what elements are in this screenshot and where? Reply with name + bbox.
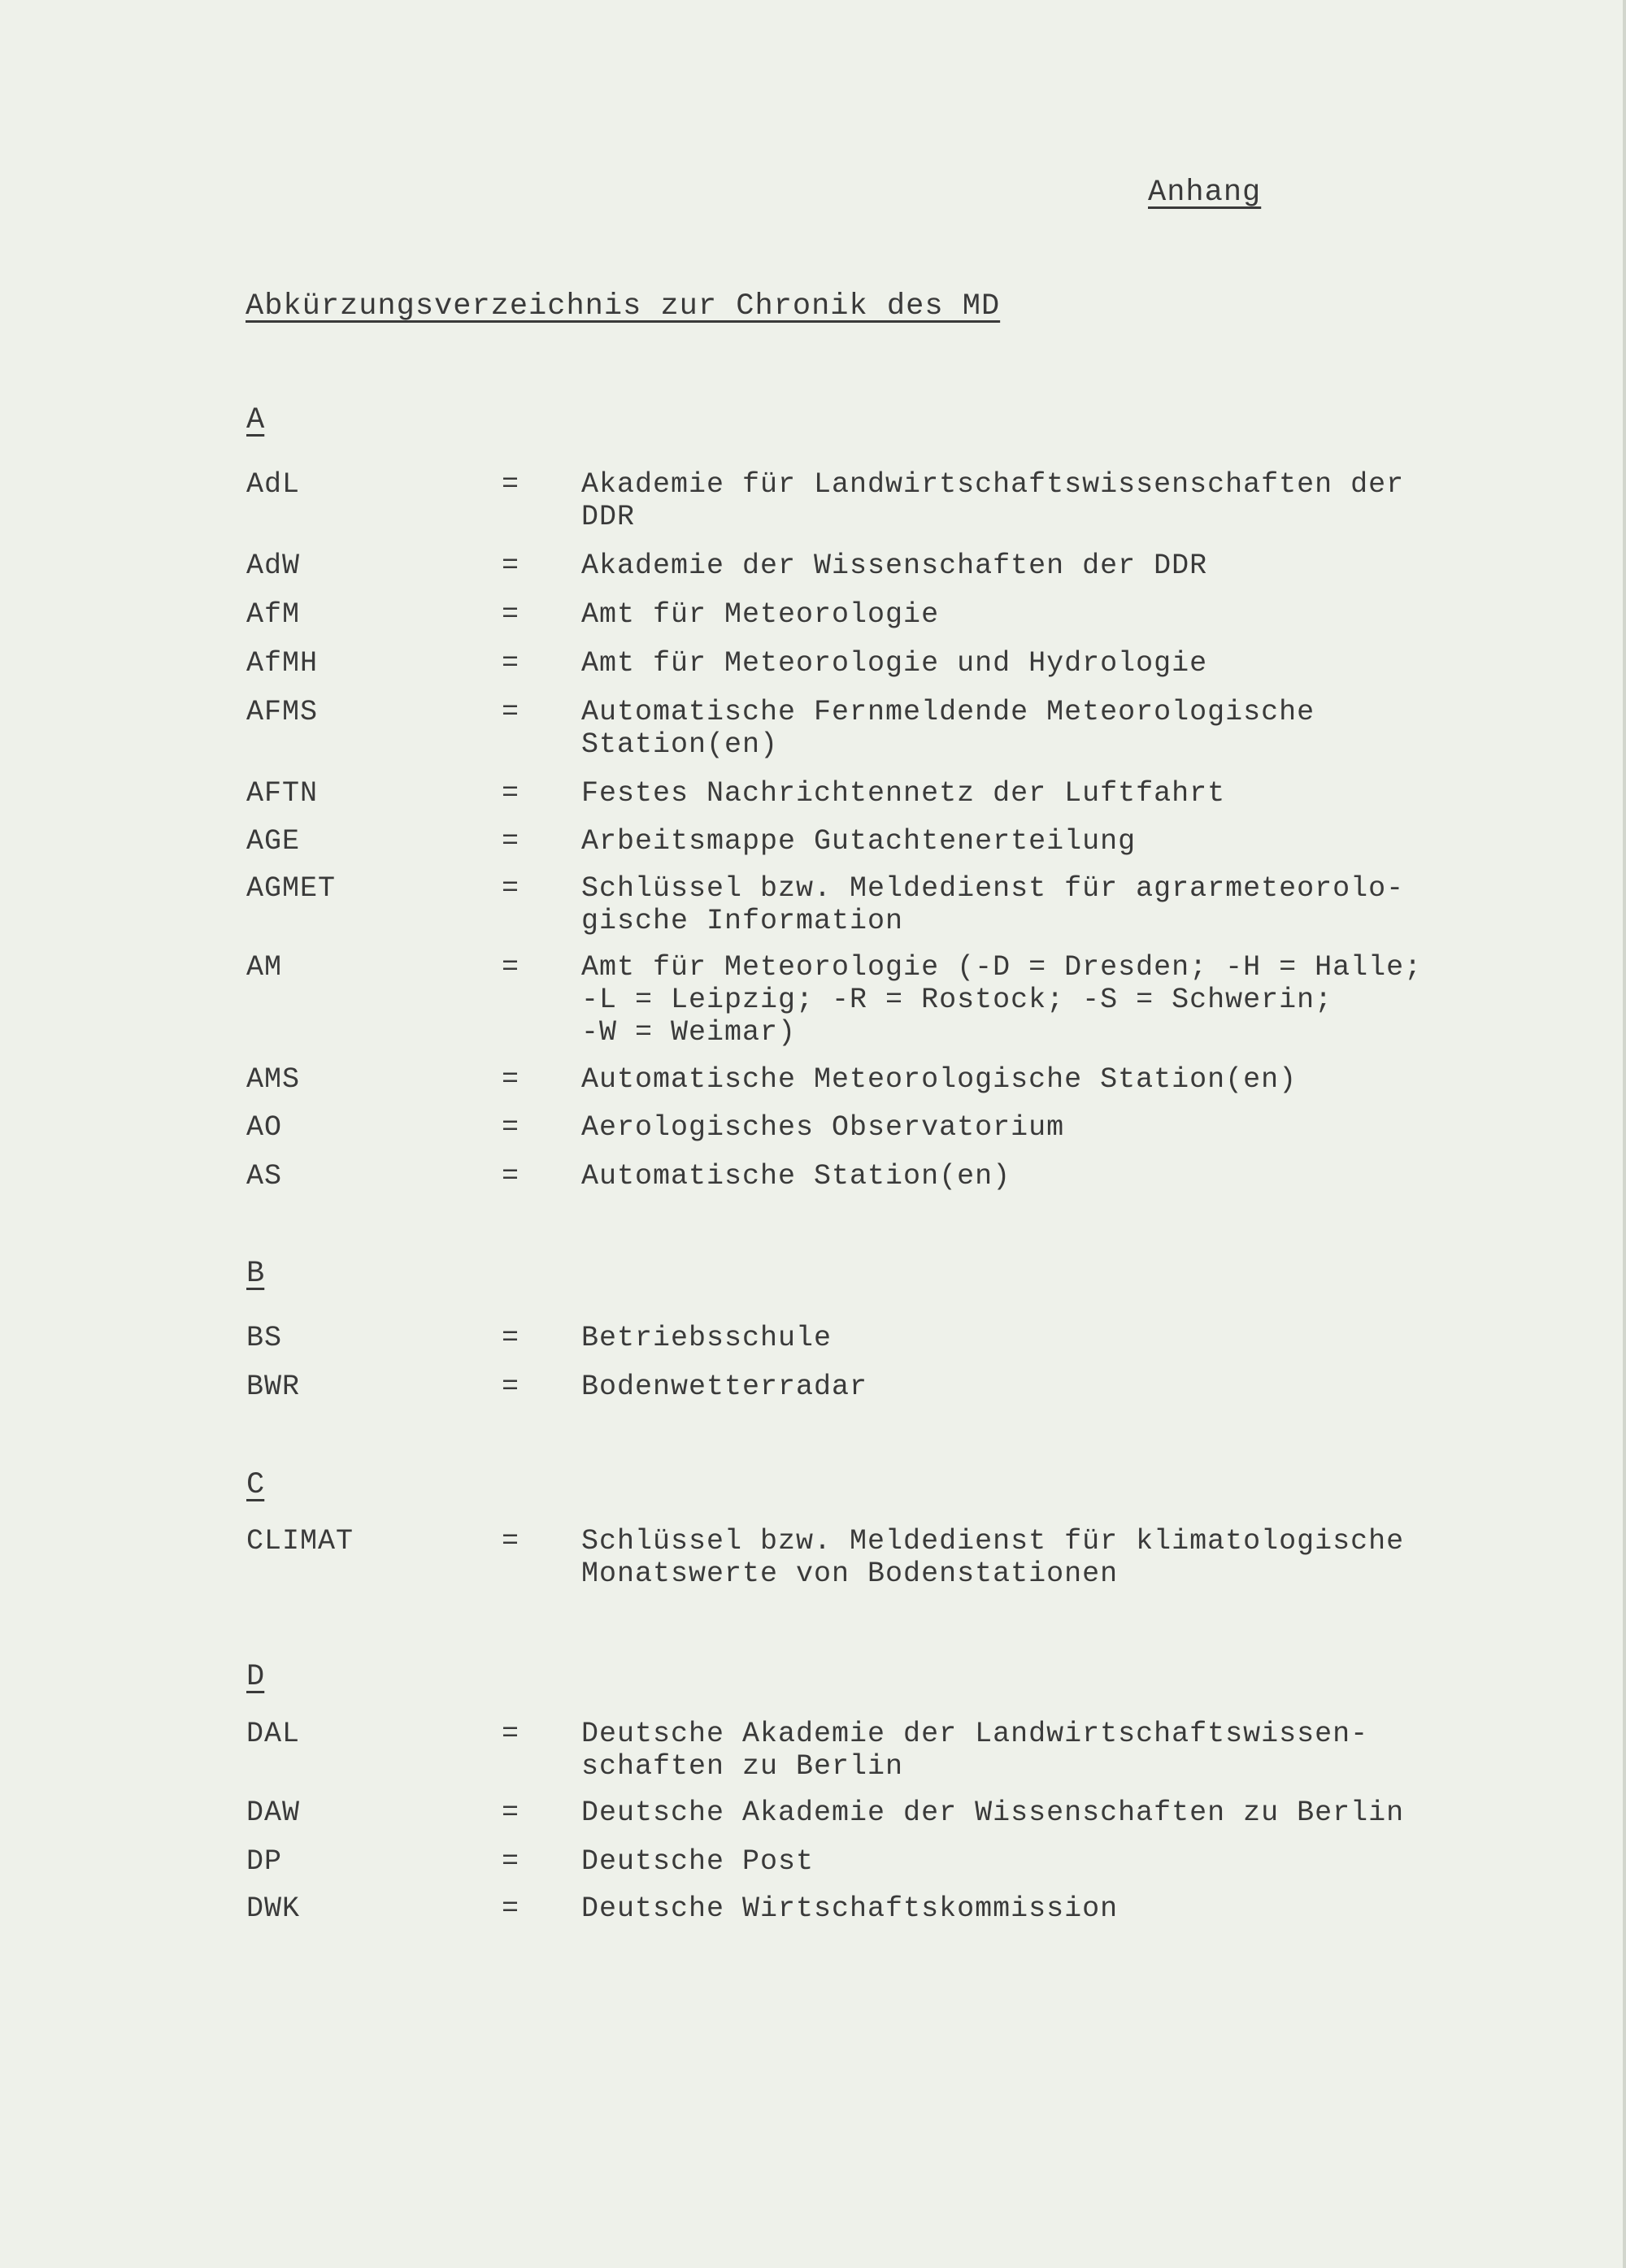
entry-abbreviation: AS [246,1160,283,1193]
entry-abbreviation: BS [246,1322,283,1354]
entry-abbreviation: DAL [246,1718,301,1750]
entry-definition: Deutsche Wirtschaftskommission [581,1892,1119,1925]
entry-abbreviation: CLIMAT [246,1525,354,1558]
entry-equals: = [502,1525,520,1558]
entry-equals: = [502,550,520,582]
entry-definition: Schlüssel bzw. Meldedienst für klimatologische Monatswerte von Bodenstationen [581,1525,1405,1590]
entry-equals: = [502,1845,520,1878]
entry-equals: = [502,1371,520,1403]
entry-equals: = [502,598,520,631]
entry-definition: Akademie der Wissenschaften der DDR [581,550,1208,582]
entry-definition: Automatische Meteorologische Station(en) [581,1063,1298,1096]
page-edge [1623,0,1626,2268]
entry-abbreviation: AGMET [246,872,337,905]
appendix-heading: Anhang [1148,176,1262,210]
entry-definition: Automatische Station(en) [581,1160,1011,1193]
entry-definition: Amt für Meteorologie (-D = Dresden; -H = Halle; -L = Leipzig; -R = Rostock; -S = Schwerin; -W = Weimar) [581,951,1423,1049]
entry-definition: Arbeitsmappe Gutachtenerteilung [581,825,1137,858]
entry-abbreviation: AFTN [246,777,319,810]
entry-definition: Automatische Fernmeldende Meteorologische Station(en) [581,696,1315,761]
entry-definition: Deutsche Akademie der Wissenschaften zu Berlin [581,1797,1405,1829]
entry-equals: = [502,647,520,680]
entry-definition: Amt für Meteorologie und Hydrologie [581,647,1208,680]
entry-abbreviation: AfM [246,598,301,631]
entry-abbreviation: AMS [246,1063,301,1096]
entry-definition: Amt für Meteorologie [581,598,940,631]
document-title: Abkürzungsverzeichnis zur Chronik des MD [246,289,1001,324]
entry-abbreviation: AGE [246,825,301,858]
entry-abbreviation: AFMS [246,696,319,728]
section-letter-c: C [246,1468,265,1502]
entry-abbreviation: BWR [246,1371,301,1403]
entry-equals: = [502,777,520,810]
entry-abbreviation: DP [246,1845,283,1878]
entry-abbreviation: AfMH [246,647,319,680]
entry-equals: = [502,1063,520,1096]
entry-equals: = [502,1322,520,1354]
entry-equals: = [502,696,520,728]
entry-definition: Deutsche Akademie der Landwirtschaftswissen- schaften zu Berlin [581,1718,1369,1783]
entry-definition: Betriebsschule [581,1322,833,1354]
entry-abbreviation: AM [246,951,283,984]
entry-equals: = [502,1111,520,1144]
entry-definition: Schlüssel bzw. Meldedienst für agrarmeteorolo- gische Information [581,872,1405,937]
entry-abbreviation: AO [246,1111,283,1144]
entry-equals: = [502,825,520,858]
section-letter-b: B [246,1257,265,1291]
section-letter-a: A [246,403,265,437]
entry-definition: Akademie für Landwirtschaftswissenschaften der DDR [581,468,1405,533]
entry-abbreviation: DWK [246,1892,301,1925]
entry-definition: Bodenwetterradar [581,1371,868,1403]
entry-abbreviation: AdL [246,468,301,501]
entry-definition: Deutsche Post [581,1845,815,1878]
entry-definition: Festes Nachrichtennetz der Luftfahrt [581,777,1226,810]
entry-equals: = [502,1718,520,1750]
entry-abbreviation: DAW [246,1797,301,1829]
section-letter-d: D [246,1660,265,1694]
entry-equals: = [502,1892,520,1925]
entry-abbreviation: AdW [246,550,301,582]
entry-equals: = [502,1160,520,1193]
entry-definition: Aerologisches Observatorium [581,1111,1065,1144]
entry-equals: = [502,872,520,905]
entry-equals: = [502,1797,520,1829]
entry-equals: = [502,951,520,984]
entry-equals: = [502,468,520,501]
